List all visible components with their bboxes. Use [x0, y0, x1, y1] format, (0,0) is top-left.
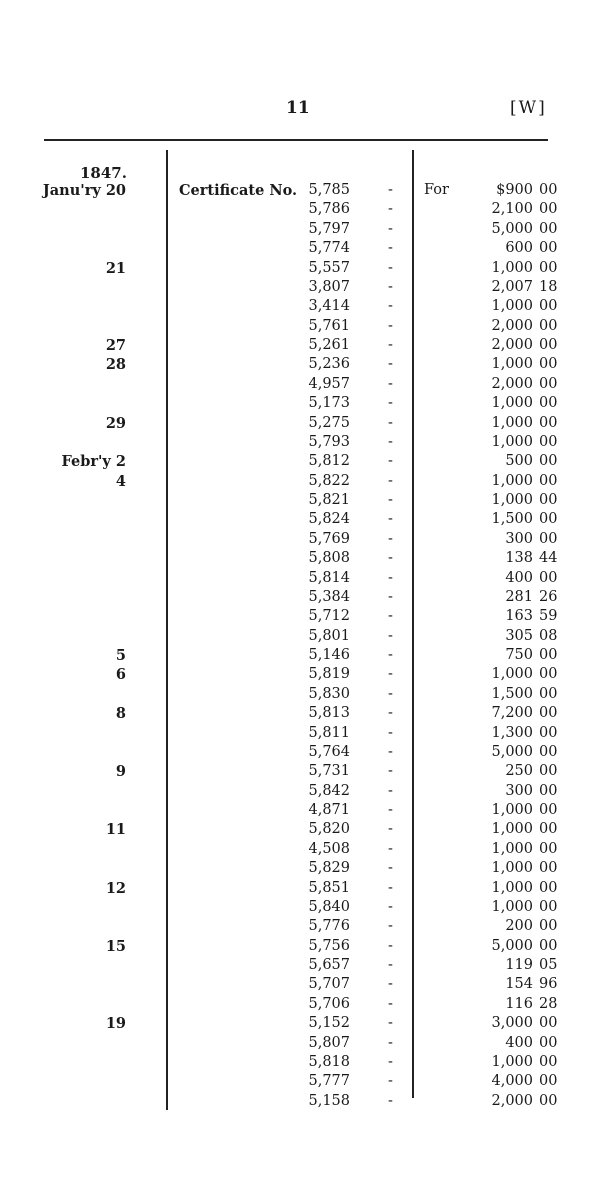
dash-separator: - — [388, 860, 393, 877]
amount-dollars: 1,000 — [491, 860, 533, 877]
amount-dollars: 281 — [505, 588, 533, 605]
dash-separator: - — [388, 957, 393, 973]
dash-separator: - — [388, 259, 393, 276]
dash-separator: - — [388, 569, 393, 586]
amount-cents: 00 — [539, 240, 558, 257]
ledger-row — [0, 297, 600, 316]
dash-separator: - — [388, 995, 393, 1012]
amount-cents: 28 — [539, 995, 558, 1012]
amount-dollars: 1,000 — [491, 395, 533, 412]
entry-date: 9 — [115, 763, 126, 781]
amount-dollars: 400 — [505, 569, 533, 586]
ledger-row — [0, 491, 600, 510]
ledger-row — [0, 239, 600, 258]
dash-separator: - — [388, 1092, 393, 1109]
certificate-number: 5,384 — [308, 588, 350, 605]
amount-cents: 00 — [539, 395, 558, 412]
amount-cents: 00 — [539, 433, 558, 450]
amount-dollars: 1,000 — [491, 1053, 533, 1070]
certificate-number: 5,830 — [308, 685, 350, 702]
dash-separator: - — [388, 1053, 393, 1070]
ledger-row — [0, 433, 600, 452]
amount-dollars: 1,000 — [491, 879, 533, 896]
certificate-number: 4,871 — [308, 802, 350, 818]
dash-separator: - — [388, 453, 393, 470]
entry-date: 19 — [105, 1015, 126, 1033]
amount-cents: 00 — [539, 569, 558, 586]
amount-dollars: 400 — [505, 1034, 533, 1051]
amount-dollars: 500 — [505, 453, 533, 470]
section-mark: [W] — [510, 98, 547, 118]
amount-dollars: 1,000 — [491, 666, 533, 683]
certificate-number: 4,957 — [308, 375, 350, 392]
ledger-row — [0, 355, 600, 374]
ledger-row — [0, 530, 600, 549]
dash-separator: - — [388, 627, 393, 644]
entry-date: 8 — [115, 705, 126, 723]
amount-cents: 00 — [539, 743, 558, 760]
dash-separator: - — [388, 918, 393, 935]
amount-cents: 00 — [539, 201, 558, 218]
for-label: For — [424, 182, 449, 198]
amount-dollars: 4,000 — [491, 1073, 533, 1090]
entry-date: 4 — [115, 472, 126, 490]
certificate-number: 5,261 — [308, 337, 350, 353]
certificate-number: 5,777 — [308, 1073, 350, 1090]
dash-separator: - — [388, 666, 393, 683]
ledger-row — [0, 375, 600, 394]
amount-dollars: 1,000 — [491, 414, 533, 431]
amount-cents: 00 — [539, 220, 558, 237]
amount-dollars: 600 — [505, 240, 533, 257]
amount-cents: 00 — [539, 317, 558, 334]
amount-cents: 18 — [539, 278, 558, 295]
dash-separator: - — [388, 201, 393, 218]
amount-dollars: 1,000 — [491, 898, 533, 915]
ledger-row — [0, 646, 600, 665]
dash-separator: - — [388, 802, 393, 818]
amount-cents: 00 — [539, 511, 558, 528]
dash-separator: - — [388, 395, 393, 412]
ledger-row — [0, 762, 600, 781]
certificate-number: 5,842 — [308, 782, 350, 799]
certificate-number: 5,793 — [308, 433, 350, 450]
ledger-row — [0, 569, 600, 588]
amount-dollars: 3,000 — [491, 1015, 533, 1032]
ledger-year: 1847. — [80, 164, 127, 182]
amount-cents: 00 — [539, 1073, 558, 1090]
amount-dollars: 116 — [505, 995, 533, 1012]
certificate-number: 5,731 — [308, 763, 350, 780]
dash-separator: - — [388, 937, 393, 954]
entry-date: Febr'y 2 — [61, 453, 126, 471]
ledger-row — [0, 259, 600, 278]
ledger-row — [0, 917, 600, 936]
amount-dollars: 119 — [505, 957, 533, 973]
certificate-number: 5,275 — [308, 414, 350, 431]
amount-cents: 00 — [539, 821, 558, 838]
amount-dollars: 163 — [505, 608, 533, 625]
amount-dollars: 1,000 — [491, 259, 533, 276]
ledger-row — [0, 937, 600, 956]
ledger-row — [0, 995, 600, 1014]
dash-separator: - — [388, 414, 393, 431]
ledger-row — [0, 859, 600, 878]
certificate-number: 5,774 — [308, 240, 350, 257]
ledger-row — [0, 685, 600, 704]
dash-separator: - — [388, 840, 393, 857]
ledger-row — [0, 1092, 600, 1111]
amount-cents: 00 — [539, 337, 558, 353]
ledger-row — [0, 336, 600, 355]
amount-dollars: 2,007 — [491, 278, 533, 295]
ledger-row — [0, 220, 600, 239]
certificate-number: 3,807 — [308, 278, 350, 295]
entry-date: 15 — [105, 937, 126, 955]
dash-separator: - — [388, 821, 393, 838]
amount-cents: 00 — [539, 802, 558, 818]
certificate-number: 5,814 — [308, 569, 350, 586]
amount-dollars: 154 — [505, 976, 533, 993]
amount-cents: 00 — [539, 666, 558, 683]
amount-cents: 26 — [539, 588, 558, 605]
dash-separator: - — [388, 1034, 393, 1051]
amount-dollars: 1,000 — [491, 802, 533, 818]
certificate-number: 5,706 — [308, 995, 350, 1012]
amount-cents: 00 — [539, 782, 558, 799]
certificate-number: 5,557 — [308, 259, 350, 276]
amount-dollars: 2,000 — [491, 1092, 533, 1109]
ledger-row — [0, 414, 600, 433]
certificate-number: 5,840 — [308, 898, 350, 915]
amount-dollars: 1,500 — [491, 685, 533, 702]
certificate-number: 5,812 — [308, 453, 350, 470]
amount-cents: 96 — [539, 976, 558, 993]
certificate-number: 5,824 — [308, 511, 350, 528]
dash-separator: - — [388, 782, 393, 799]
ledger-row — [0, 724, 600, 743]
certificate-number: 3,414 — [308, 298, 350, 315]
ledger-row — [0, 394, 600, 413]
entry-date: 12 — [105, 879, 126, 897]
amount-cents: 59 — [539, 608, 558, 625]
ledger-row — [0, 879, 600, 898]
ledger-row — [0, 627, 600, 646]
ledger-row — [0, 801, 600, 820]
certificate-number: 5,707 — [308, 976, 350, 993]
amount-dollars: 5,000 — [491, 220, 533, 237]
certificate-number: 5,657 — [308, 957, 350, 973]
ledger-row — [0, 278, 600, 297]
ledger-row — [0, 956, 600, 975]
ledger-row — [0, 840, 600, 859]
dash-separator: - — [388, 530, 393, 547]
dash-separator: - — [388, 1073, 393, 1090]
ledger-rows — [0, 181, 600, 1111]
ledger-row — [0, 820, 600, 839]
certificate-number: 5,764 — [308, 743, 350, 760]
dash-separator: - — [388, 298, 393, 315]
certificate-number: 5,820 — [308, 821, 350, 838]
amount-dollars: 1,500 — [491, 511, 533, 528]
amount-dollars: 2,000 — [491, 317, 533, 334]
certificate-number: 5,769 — [308, 530, 350, 547]
amount-cents: 00 — [539, 1092, 558, 1109]
ledger-row — [0, 607, 600, 626]
amount-cents: 00 — [539, 1015, 558, 1032]
page-number: 11 — [286, 98, 310, 118]
amount-dollars: 2,000 — [491, 375, 533, 392]
ledger-row — [0, 704, 600, 723]
amount-dollars: 5,000 — [491, 743, 533, 760]
amount-cents: 00 — [539, 937, 558, 954]
dash-separator: - — [388, 375, 393, 392]
certificate-number: 5,808 — [308, 550, 350, 567]
ledger-row — [0, 200, 600, 219]
dash-separator: - — [388, 743, 393, 760]
dash-separator: - — [388, 240, 393, 257]
ledger-row — [0, 472, 600, 491]
dash-separator: - — [388, 976, 393, 993]
ledger-row — [0, 452, 600, 471]
ledger-row — [0, 1072, 600, 1091]
dash-separator: - — [388, 608, 393, 625]
amount-cents: 00 — [539, 375, 558, 392]
amount-dollars: 300 — [505, 782, 533, 799]
amount-cents: 00 — [539, 414, 558, 431]
amount-dollars: 1,000 — [491, 492, 533, 508]
amount-cents: 44 — [539, 550, 558, 567]
dash-separator: - — [388, 433, 393, 450]
amount-cents: 00 — [539, 879, 558, 896]
dash-separator: - — [388, 1015, 393, 1032]
header-rule — [44, 139, 548, 141]
certificate-number: 5,236 — [308, 356, 350, 373]
amount-cents: 00 — [539, 259, 558, 276]
ledger-row — [0, 510, 600, 529]
amount-cents: 00 — [539, 763, 558, 780]
entry-date: 11 — [105, 821, 126, 839]
amount-dollars: 1,000 — [491, 472, 533, 489]
amount-cents: 08 — [539, 627, 558, 644]
amount-dollars: 200 — [505, 918, 533, 935]
amount-dollars: 2,100 — [491, 201, 533, 218]
entry-date: 6 — [115, 666, 126, 684]
amount-dollars: 138 — [505, 550, 533, 567]
amount-dollars: 7,200 — [491, 705, 533, 722]
amount-cents: 00 — [539, 298, 558, 315]
entry-date: Janu'ry 20 — [42, 182, 126, 199]
certificate-number: 5,158 — [308, 1092, 350, 1109]
ledger-row — [0, 665, 600, 684]
dash-separator: - — [388, 337, 393, 353]
dash-separator: - — [388, 879, 393, 896]
dash-separator: - — [388, 705, 393, 722]
amount-cents: 00 — [539, 356, 558, 373]
ledger-row — [0, 588, 600, 607]
amount-dollars: 1,000 — [491, 840, 533, 857]
amount-cents: 00 — [539, 1053, 558, 1070]
certificate-number: 5,818 — [308, 1053, 350, 1070]
certificate-number: 5,786 — [308, 201, 350, 218]
amount-cents: 05 — [539, 957, 558, 973]
certificate-number: 5,146 — [308, 647, 350, 663]
amount-dollars: 1,000 — [491, 821, 533, 838]
certificate-number: 5,819 — [308, 666, 350, 683]
dash-separator: - — [388, 278, 393, 295]
certificate-number: 5,776 — [308, 918, 350, 935]
dash-separator: - — [388, 511, 393, 528]
dash-separator: - — [388, 724, 393, 741]
amount-dollars: 305 — [505, 627, 533, 644]
dash-separator: - — [388, 356, 393, 373]
certificate-number: 5,851 — [308, 879, 350, 896]
amount-cents: 00 — [539, 453, 558, 470]
certificate-number: 5,801 — [308, 627, 350, 644]
amount-dollars: 1,000 — [491, 356, 533, 373]
certificate-number: 5,712 — [308, 608, 350, 625]
ledger-row — [0, 898, 600, 917]
ledger-row — [0, 782, 600, 801]
entry-date: 28 — [105, 356, 126, 374]
amount-cents: 00 — [539, 530, 558, 547]
certificate-number: 5,173 — [308, 395, 350, 412]
ledger-row — [0, 1014, 600, 1033]
amount-cents: 00 — [539, 860, 558, 877]
certificate-number: 5,822 — [308, 472, 350, 489]
amount-dollars: 2,000 — [491, 337, 533, 353]
dash-separator: - — [388, 763, 393, 780]
amount-cents: 00 — [539, 492, 558, 508]
entry-date: 27 — [105, 337, 126, 354]
amount-cents: 00 — [539, 918, 558, 935]
dash-separator: - — [388, 472, 393, 489]
amount-cents: 00 — [539, 840, 558, 857]
amount-dollars: 250 — [505, 763, 533, 780]
ledger-row — [0, 975, 600, 994]
certificate-number: 5,785 — [308, 182, 350, 198]
certificate-number: 5,756 — [308, 937, 350, 954]
entry-date: 29 — [105, 414, 126, 432]
dash-separator: - — [388, 647, 393, 663]
amount-cents: 00 — [539, 472, 558, 489]
certificate-number: 5,829 — [308, 860, 350, 877]
dash-separator: - — [388, 898, 393, 915]
amount-dollars: 1,000 — [491, 433, 533, 450]
amount-dollars: 300 — [505, 530, 533, 547]
amount-dollars: 1,300 — [491, 724, 533, 741]
ledger-row — [0, 181, 600, 200]
certificate-number: 5,813 — [308, 705, 350, 722]
amount-dollars: 750 — [505, 647, 533, 663]
certificate-number: 5,797 — [308, 220, 350, 237]
amount-cents: 00 — [539, 182, 558, 198]
amount-cents: 00 — [539, 1034, 558, 1051]
amount-cents: 00 — [539, 647, 558, 663]
dash-separator: - — [388, 220, 393, 237]
entry-date: 5 — [115, 647, 126, 664]
dash-separator: - — [388, 317, 393, 334]
certificate-number: 4,508 — [308, 840, 350, 857]
certificate-label: Certificate No. — [179, 182, 298, 199]
certificate-number: 5,152 — [308, 1015, 350, 1032]
entry-date: 21 — [105, 259, 126, 277]
dash-separator: - — [388, 550, 393, 567]
dash-separator: - — [388, 492, 393, 508]
amount-cents: 00 — [539, 724, 558, 741]
amount-dollars: $900 — [496, 182, 533, 198]
certificate-number: 5,807 — [308, 1034, 350, 1051]
certificate-number: 5,821 — [308, 492, 350, 508]
amount-cents: 00 — [539, 898, 558, 915]
dash-separator: - — [388, 685, 393, 702]
ledger-row — [0, 549, 600, 568]
certificate-number: 5,811 — [308, 724, 350, 741]
ledger-row — [0, 743, 600, 762]
amount-dollars: 1,000 — [491, 298, 533, 315]
ledger-row — [0, 1034, 600, 1053]
amount-cents: 00 — [539, 685, 558, 702]
ledger-row — [0, 1053, 600, 1072]
dash-separator: - — [388, 182, 393, 198]
amount-cents: 00 — [539, 705, 558, 722]
dash-separator: - — [388, 588, 393, 605]
certificate-number: 5,761 — [308, 317, 350, 334]
ledger-row — [0, 317, 600, 336]
amount-dollars: 5,000 — [491, 937, 533, 954]
